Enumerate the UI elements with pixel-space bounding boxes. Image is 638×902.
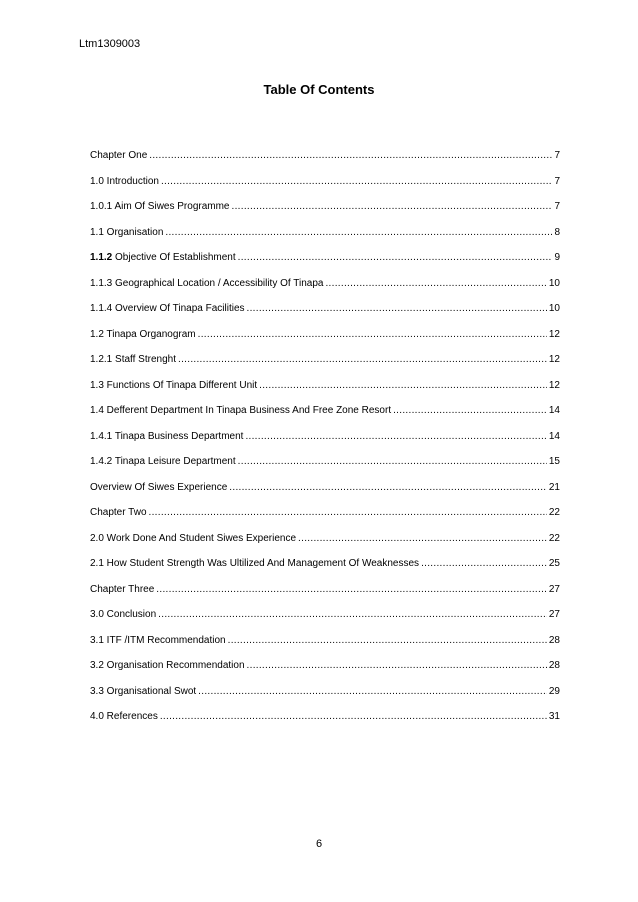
toc-entry-text: Overview Of Siwes Experience [90, 481, 228, 493]
toc-entry-page: 27 [548, 583, 560, 595]
toc-entry[interactable] [90, 686, 560, 712]
toc-entry-label [90, 150, 147, 161]
toc-entry-label [90, 252, 236, 263]
page-title: Table Of Contents [263, 82, 375, 97]
toc-entry-text: 2.0 Work Done And Student Siwes Experience [90, 532, 297, 544]
toc-entry-label [90, 482, 227, 493]
toc-entry-label [90, 584, 154, 595]
toc-entry-text: 1.4 Defferent Department In Tinapa Business And Free Zone Resort [90, 405, 392, 416]
toc-entry-label [90, 558, 419, 569]
toc-entry-page: 14 [548, 405, 560, 416]
toc-entry[interactable] [90, 507, 560, 533]
toc-entry[interactable] [90, 660, 560, 686]
toc-entry-label [90, 380, 257, 391]
toc-entry-page: 28 [548, 660, 560, 671]
toc-entry[interactable] [90, 227, 560, 253]
toc-dot-leader [198, 686, 547, 697]
toc-dot-leader [165, 227, 552, 238]
toc-entry-text: 1.0 Introduction [90, 175, 159, 187]
toc-entry-label [90, 405, 391, 416]
toc-entry-text: 1.2.1 Staff Strenght [90, 354, 176, 365]
toc-entry[interactable] [90, 150, 560, 176]
toc-entry[interactable] [90, 303, 560, 329]
toc-entry-text: 3.1 ITF /ITM Recommendation [90, 634, 226, 646]
toc-dot-leader [298, 533, 547, 544]
toc-dot-leader [198, 329, 547, 340]
toc-entry-text: 1.2 Tinapa Organogram [90, 328, 196, 340]
toc-entry-label [90, 431, 243, 442]
toc-dot-leader [161, 176, 553, 187]
toc-entry-page: 22 [548, 532, 560, 544]
toc-entry-text: 4.0 References [90, 711, 158, 722]
toc-entry-page: 22 [548, 507, 560, 518]
toc-dot-leader [178, 354, 547, 365]
document-code: Ltm1309003 [79, 38, 141, 50]
page-number: 6 [315, 838, 323, 850]
toc-entry[interactable] [90, 176, 560, 202]
toc-entry-page: 27 [548, 609, 560, 620]
toc-entry-label [90, 329, 196, 340]
toc-entry-text: 1.1.3 Geographical Location / Accessibility Of Tinapa [90, 277, 324, 289]
toc-entry-label [90, 176, 159, 187]
toc-dot-leader [149, 150, 552, 161]
toc-dot-leader [259, 380, 547, 391]
toc-entry-page: 12 [548, 354, 560, 365]
toc-entry-text: 1.4.1 Tinapa Business Department [90, 430, 244, 442]
toc-entry-label [90, 635, 226, 646]
toc-entry-text: Objective Of Establishment [112, 252, 236, 263]
toc-entry-text: Chapter One [90, 150, 148, 161]
toc-entry-label [90, 354, 176, 365]
toc-entry-label [90, 303, 245, 314]
toc-entry-page: 21 [548, 481, 560, 493]
toc-entry[interactable] [90, 354, 560, 380]
toc-dot-leader [158, 609, 547, 620]
toc-list [90, 150, 560, 737]
toc-entry-page: 7 [554, 175, 560, 187]
toc-dot-leader [238, 252, 553, 263]
toc-entry-label [90, 660, 245, 671]
toc-entry[interactable] [90, 533, 560, 559]
toc-dot-leader [325, 278, 546, 289]
toc-entry[interactable] [90, 380, 560, 406]
toc-entry-page: 7 [554, 201, 560, 212]
toc-entry-page: 9 [554, 252, 560, 263]
toc-entry-page: 15 [548, 456, 560, 467]
toc-entry-text: 3.2 Organisation Recommendation [90, 660, 245, 671]
toc-entry-page: 10 [548, 303, 560, 314]
toc-entry[interactable] [90, 278, 560, 304]
toc-entry[interactable] [90, 456, 560, 482]
toc-entry-text: Chapter Two [90, 507, 147, 518]
toc-dot-leader [238, 456, 547, 467]
toc-entry[interactable] [90, 635, 560, 661]
toc-dot-leader [393, 405, 547, 416]
toc-entry-page: 25 [548, 558, 560, 569]
toc-entry[interactable] [90, 405, 560, 431]
toc-entry-number: 1.1.2 [90, 252, 113, 263]
toc-entry[interactable] [90, 329, 560, 355]
toc-entry-text: 1.3 Functions Of Tinapa Different Unit [90, 379, 258, 391]
toc-entry-page: 7 [554, 150, 560, 161]
toc-entry[interactable] [90, 584, 560, 610]
toc-entry-page: 12 [548, 379, 560, 391]
toc-entry-label [90, 533, 296, 544]
toc-entry-text: 1.0.1 Aim Of Siwes Programme [90, 201, 230, 212]
toc-dot-leader [228, 635, 547, 646]
toc-entry-text: 3.0 Conclusion [90, 609, 157, 620]
toc-entry[interactable] [90, 558, 560, 584]
toc-entry[interactable] [90, 609, 560, 635]
toc-entry-label [90, 227, 163, 238]
toc-entry-label [90, 609, 156, 620]
toc-entry-label [90, 686, 196, 697]
toc-dot-leader [160, 711, 547, 722]
toc-entry-text: 1.1.4 Overview Of Tinapa Facilities [90, 303, 245, 314]
toc-entry-text: 1.4.2 Tinapa Leisure Department [90, 456, 236, 467]
toc-entry-label [90, 456, 236, 467]
toc-entry[interactable] [90, 201, 560, 227]
toc-entry-text: 2.1 How Student Strength Was Ultilized And Management Of Weaknesses [90, 558, 420, 569]
toc-entry-page: 31 [548, 711, 560, 722]
toc-entry-text: 1.1 Organisation [90, 226, 164, 238]
toc-entry-label [90, 711, 158, 722]
toc-entry[interactable] [90, 431, 560, 457]
toc-entry-page: 28 [548, 634, 560, 646]
toc-entry-page: 8 [554, 226, 560, 238]
toc-entry-page: 10 [548, 277, 560, 289]
toc-entry[interactable] [90, 482, 560, 508]
toc-entry[interactable] [90, 711, 560, 737]
toc-dot-leader [156, 584, 547, 595]
toc-entry-label [90, 201, 230, 212]
toc-dot-leader [247, 660, 547, 671]
toc-dot-leader [232, 201, 553, 212]
toc-entry-page: 12 [548, 328, 560, 340]
toc-entry-text: 3.3 Organisational Swot [90, 685, 197, 697]
toc-dot-leader [229, 482, 547, 493]
toc-entry-page: 14 [548, 430, 560, 442]
toc-entry-label [90, 507, 147, 518]
toc-dot-leader [149, 507, 547, 518]
toc-entry-label [90, 278, 323, 289]
toc-dot-leader [247, 303, 547, 314]
toc-entry-text: Chapter Three [90, 583, 155, 595]
toc-entry-page: 29 [548, 685, 560, 697]
toc-dot-leader [245, 431, 546, 442]
toc-dot-leader [421, 558, 547, 569]
toc-entry[interactable] [90, 252, 560, 278]
